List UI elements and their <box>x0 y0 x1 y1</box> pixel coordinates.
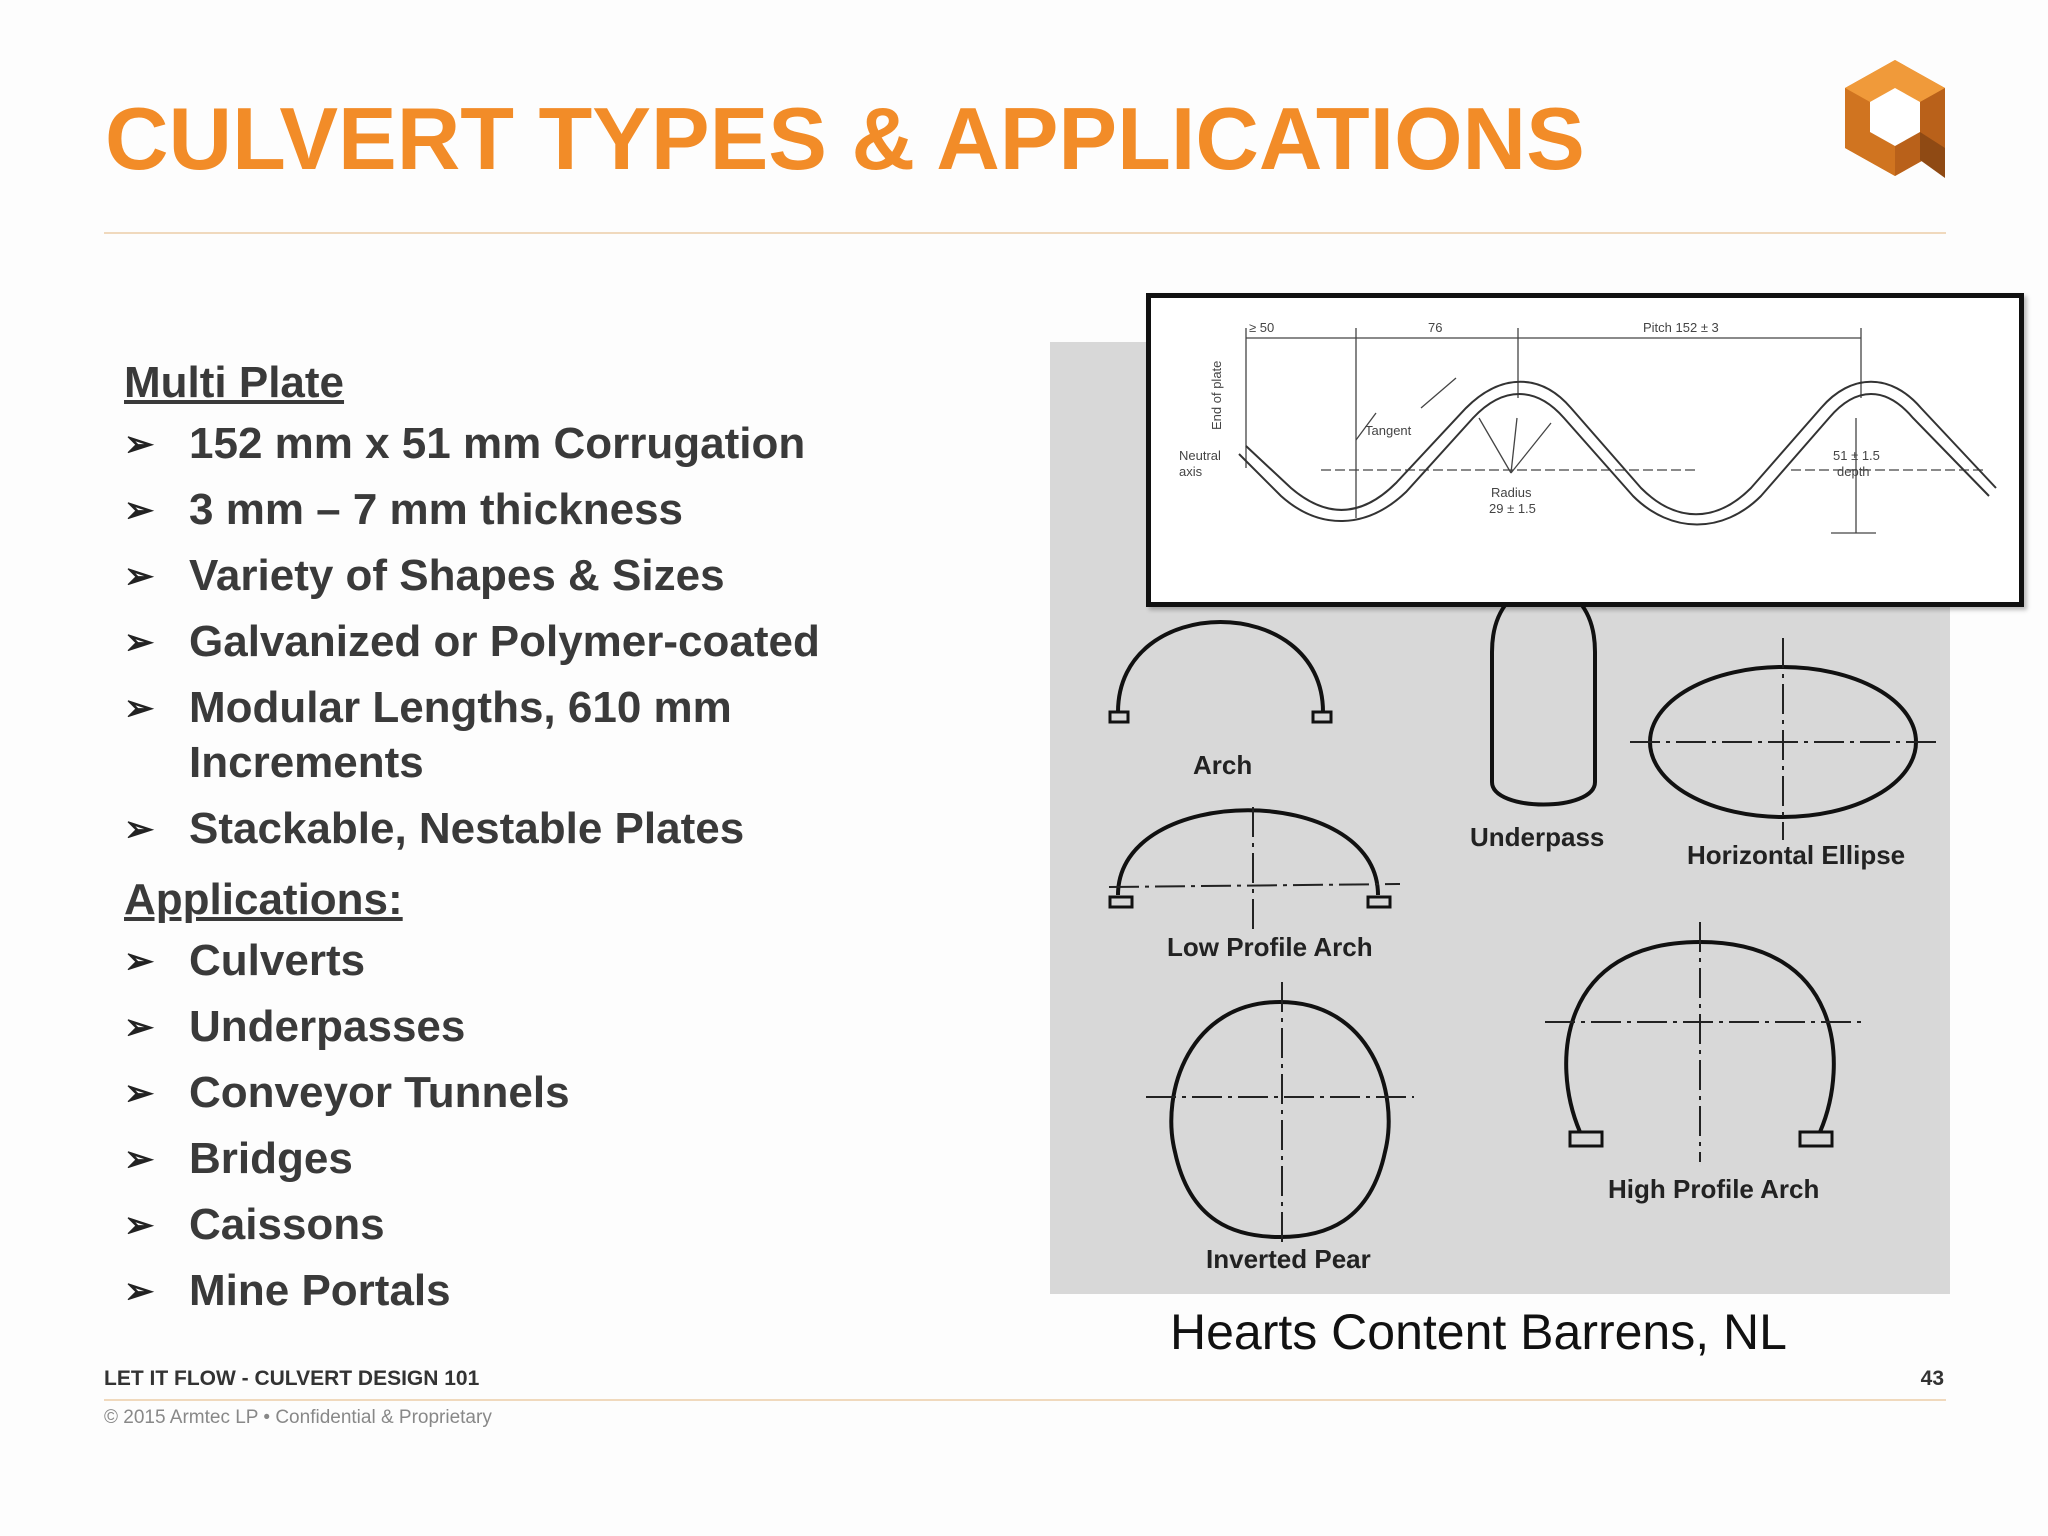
depth-label-line2: depth <box>1837 464 1870 479</box>
list-item: ➢ 3 mm – 7 mm thickness <box>124 482 1024 537</box>
radius-label-line1: Radius <box>1491 485 1532 500</box>
copyright-notice: © 2015 Armtec LP • Confidential & Proprietary <box>104 1407 492 1428</box>
underpass-shape <box>1492 585 1595 805</box>
list-item: ➢ Galvanized or Polymer-coated <box>124 614 1024 669</box>
list-item: ➢ Stackable, Nestable Plates <box>124 801 1024 856</box>
list-item: ➢ Mine Portals <box>124 1263 1024 1318</box>
underpass-label: Underpass <box>1470 822 1605 852</box>
arch-shape <box>1118 622 1323 712</box>
footer-presentation-title: LET IT FLOW - CULVERT DESIGN 101 <box>104 1367 480 1390</box>
arrow-bullet-icon: ➢ <box>124 1204 155 1245</box>
list-item: ➢ Modular Lengths, 610 mm Increments <box>124 680 1024 790</box>
list-item: ➢ Variety of Shapes & Sizes <box>124 548 1024 603</box>
horizontal-ellipse-label: Horizontal Ellipse <box>1687 840 1906 870</box>
dim-tangent-length-label: 76 <box>1428 320 1443 335</box>
arrow-bullet-icon: ➢ <box>124 1270 155 1311</box>
neutral-axis-label-line2: axis <box>1179 464 1203 479</box>
arrow-bullet-icon: ➢ <box>124 621 155 662</box>
page-number: 43 <box>1920 1367 1944 1390</box>
arrow-bullet-icon: ➢ <box>124 808 155 849</box>
neutral-axis-label-line1: Neutral <box>1179 448 1221 463</box>
armtec-cube-logo-icon <box>1840 60 1950 180</box>
radius-label-line2: 29 ± 1.5 <box>1489 501 1536 516</box>
high-profile-arch-label: High Profile Arch <box>1608 1174 1820 1204</box>
list-item: ➢ Conveyor Tunnels <box>124 1065 1024 1120</box>
arrow-bullet-icon: ➢ <box>124 423 155 464</box>
low-profile-arch-shape <box>1118 810 1378 895</box>
arrow-bullet-icon: ➢ <box>124 489 155 530</box>
arrow-bullet-icon: ➢ <box>124 1072 155 1113</box>
slide-title: CULVERT TYPES & APPLICATIONS <box>105 89 1585 188</box>
low-profile-arch-label: Low Profile Arch <box>1167 932 1373 962</box>
figure-caption: Hearts Content Barrens, NL <box>1170 1304 1787 1360</box>
inverted-pear-label: Inverted Pear <box>1206 1244 1371 1274</box>
list-item: ➢ Caissons <box>124 1197 1024 1252</box>
arrow-bullet-icon: ➢ <box>124 687 155 728</box>
footer-divider <box>104 1399 1946 1401</box>
list-item: ➢ 152 mm x 51 mm Corrugation <box>124 416 1024 471</box>
tangent-label: Tangent <box>1365 423 1412 438</box>
depth-label-line1: 51 ± 1.5 <box>1833 448 1880 463</box>
bullet-content <box>124 350 1024 1329</box>
list-item: ➢ Culverts <box>124 933 1024 988</box>
arch-label: Arch <box>1193 750 1253 780</box>
arrow-bullet-icon: ➢ <box>124 1006 155 1047</box>
dim-pitch-label: Pitch 152 ± 3 <box>1639 320 1723 335</box>
dim-end-label: ≥ 50 <box>1249 320 1275 335</box>
list-item: ➢ Underpasses <box>124 999 1024 1054</box>
applications-heading: Applications: <box>124 875 403 924</box>
title-divider <box>104 232 1946 234</box>
corrugation-detail <box>1146 293 2024 607</box>
inverted-pear-shape <box>1171 1002 1388 1237</box>
arrow-bullet-icon: ➢ <box>124 940 155 981</box>
arrow-bullet-icon: ➢ <box>124 555 155 596</box>
multi-plate-heading: Multi Plate <box>124 358 345 407</box>
arrow-bullet-icon: ➢ <box>124 1138 155 1179</box>
list-item: ➢ Bridges <box>124 1131 1024 1186</box>
end-of-plate-label: End of plate <box>1209 360 1224 430</box>
